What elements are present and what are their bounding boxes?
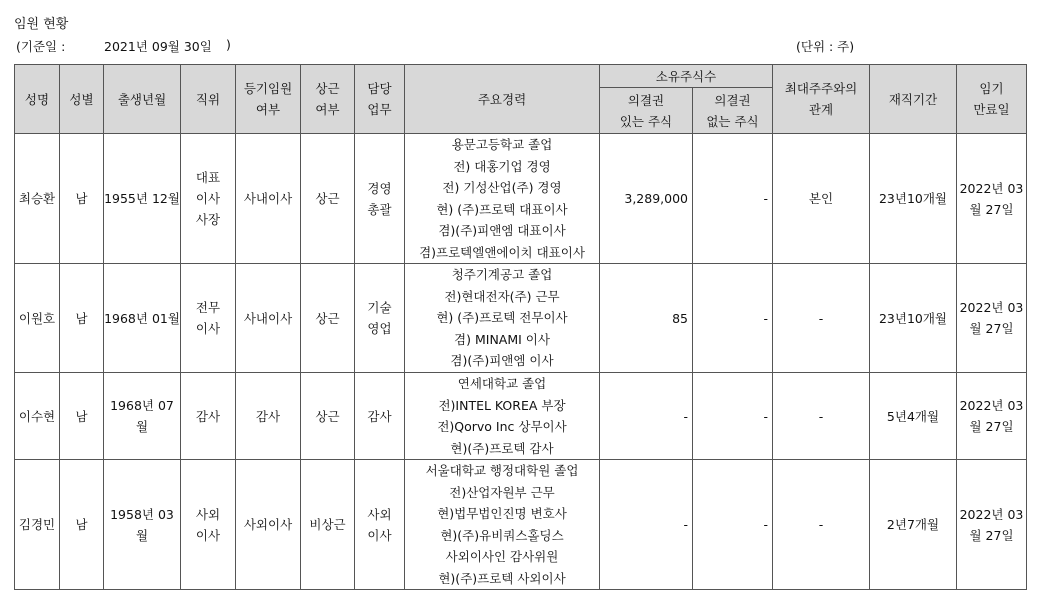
cell-birth: 1958년 03 월	[104, 460, 181, 590]
cell-fulltime: 비상근	[301, 460, 355, 590]
cell-name: 이원호	[15, 264, 60, 373]
cell-career	[405, 264, 600, 373]
career-line: 전) 대홍기업 경영	[453, 158, 551, 174]
cell-term: 2022년 03 월 27일	[957, 460, 1027, 590]
cell-voting: 3,289,000	[600, 134, 693, 264]
cell-term: 2022년 03 월 27일	[957, 264, 1027, 373]
header-registered: 등기임원 여부	[236, 65, 301, 134]
career-line: 전)Qorvo Inc 상무이사	[437, 419, 567, 434]
header-nonvoting: 의결권 없는 주식	[693, 88, 773, 134]
cell-name: 최승환	[15, 134, 60, 264]
career-line: 전)현대전자(주) 근무	[444, 288, 560, 304]
cell-position: 감사	[181, 373, 236, 460]
cell-registered: 사외이사	[236, 460, 301, 590]
career-line: 겸) MINAMI 이사	[454, 331, 550, 347]
cell-gender: 남	[60, 134, 104, 264]
header-fulltime: 상근 여부	[301, 65, 355, 134]
cell-tenure: 5년4개월	[870, 373, 957, 460]
cell-relation: -	[773, 460, 870, 590]
table-row	[15, 134, 1027, 264]
header-duty: 담당 업무	[355, 65, 405, 134]
cell-duty: 감사	[355, 373, 405, 460]
cell-fulltime: 상근	[301, 134, 355, 264]
header-career: 주요경력	[405, 65, 600, 134]
cell-relation: -	[773, 373, 870, 460]
cell-registered: 사내이사	[236, 134, 301, 264]
cell-birth: 1968년 01월	[104, 264, 181, 373]
header-birth: 출생년월	[104, 65, 181, 134]
cell-voting: -	[600, 460, 693, 590]
cell-nonvoting: -	[693, 264, 773, 373]
career-line: 현)법무법인진명 변호사	[437, 506, 567, 521]
base-date-value: 2021년 09월 30일	[104, 39, 212, 54]
cell-tenure: 23년10개월	[870, 134, 957, 264]
cell-name: 김경민	[15, 460, 60, 590]
cell-tenure: 23년10개월	[870, 264, 957, 373]
header-term: 임기 만료일	[957, 65, 1027, 134]
cell-position: 사외 이사	[181, 460, 236, 590]
cell-gender: 남	[60, 264, 104, 373]
cell-position: 대표 이사 사장	[181, 134, 236, 264]
base-date-label: (기준일 :	[16, 39, 66, 54]
header-position: 직위	[181, 65, 236, 134]
career-line: 청주기계공고 졸업	[451, 267, 553, 283]
cell-duty: 사외 이사	[355, 460, 405, 590]
career-line: 겸)프로텍엘앤에이치 대표이사	[419, 244, 585, 260]
cell-fulltime: 상근	[301, 264, 355, 373]
cell-name: 이수현	[15, 373, 60, 460]
cell-term: 2022년 03 월 27일	[957, 373, 1027, 460]
cell-term: 2022년 03 월 27일	[957, 134, 1027, 264]
cell-nonvoting: -	[693, 134, 773, 264]
career-line: 겸)(주)피앤엠 대표이사	[438, 223, 566, 238]
career-line: 현)(주)프로텍 감사	[450, 440, 554, 456]
cell-duty: 기술 영업	[355, 264, 405, 373]
cell-birth: 1955년 12월	[104, 134, 181, 264]
career-line: 전)산업자원부 근무	[449, 484, 555, 500]
cell-relation: 본인	[773, 134, 870, 264]
cell-voting: -	[600, 373, 693, 460]
cell-registered: 감사	[236, 373, 301, 460]
cell-career	[405, 460, 600, 590]
cell-voting: 85	[600, 264, 693, 373]
cell-gender: 남	[60, 460, 104, 590]
career-line: 연세대학교 졸업	[457, 376, 547, 391]
career-line: 현) (주)프로텍 전무이사	[436, 310, 568, 326]
header-voting: 의결권 있는 주식	[600, 88, 693, 134]
career-line: 현)(주)프로텍 사외이사	[438, 570, 566, 586]
table-row	[15, 264, 1027, 373]
table-row	[15, 373, 1027, 460]
header-relation: 최대주주와의 관계	[773, 65, 870, 134]
header-gender: 성별	[60, 65, 104, 134]
cell-career	[405, 134, 600, 264]
header-name: 성명	[15, 65, 60, 134]
career-line: 서울대학교 행정대학원 졸업	[425, 463, 579, 478]
unit-label: (단위 : 주)	[796, 39, 855, 54]
cell-nonvoting: -	[693, 373, 773, 460]
career-line: 전)INTEL KOREA 부장	[438, 397, 566, 413]
career-line: 사외이사인 감사위원	[445, 549, 559, 564]
header-shares: 소유주식수	[600, 65, 773, 88]
cell-tenure: 2년7개월	[870, 460, 957, 590]
career-line: 겸)(주)피앤엠 이사	[450, 353, 554, 369]
base-date-close: )	[226, 37, 231, 52]
cell-birth: 1968년 07 월	[104, 373, 181, 460]
cell-position: 전무 이사	[181, 264, 236, 373]
career-line: 현) (주)프로텍 대표이사	[436, 201, 568, 217]
cell-career	[405, 373, 600, 460]
cell-gender: 남	[60, 373, 104, 460]
cell-fulltime: 상근	[301, 373, 355, 460]
cell-nonvoting: -	[693, 460, 773, 590]
cell-relation: -	[773, 264, 870, 373]
header-tenure: 재직기간	[870, 65, 957, 134]
cell-duty: 경영 총괄	[355, 134, 405, 264]
section-title: 임원 현황	[14, 17, 69, 32]
career-line: 전) 기성산업(주) 경영	[442, 180, 562, 195]
career-line: 용문고등학교 졸업	[451, 137, 553, 152]
executives-table	[14, 64, 1027, 590]
table-row	[15, 460, 1027, 590]
career-line: 현)(주)유비쿼스홀딩스	[440, 527, 564, 543]
cell-registered: 사내이사	[236, 264, 301, 373]
